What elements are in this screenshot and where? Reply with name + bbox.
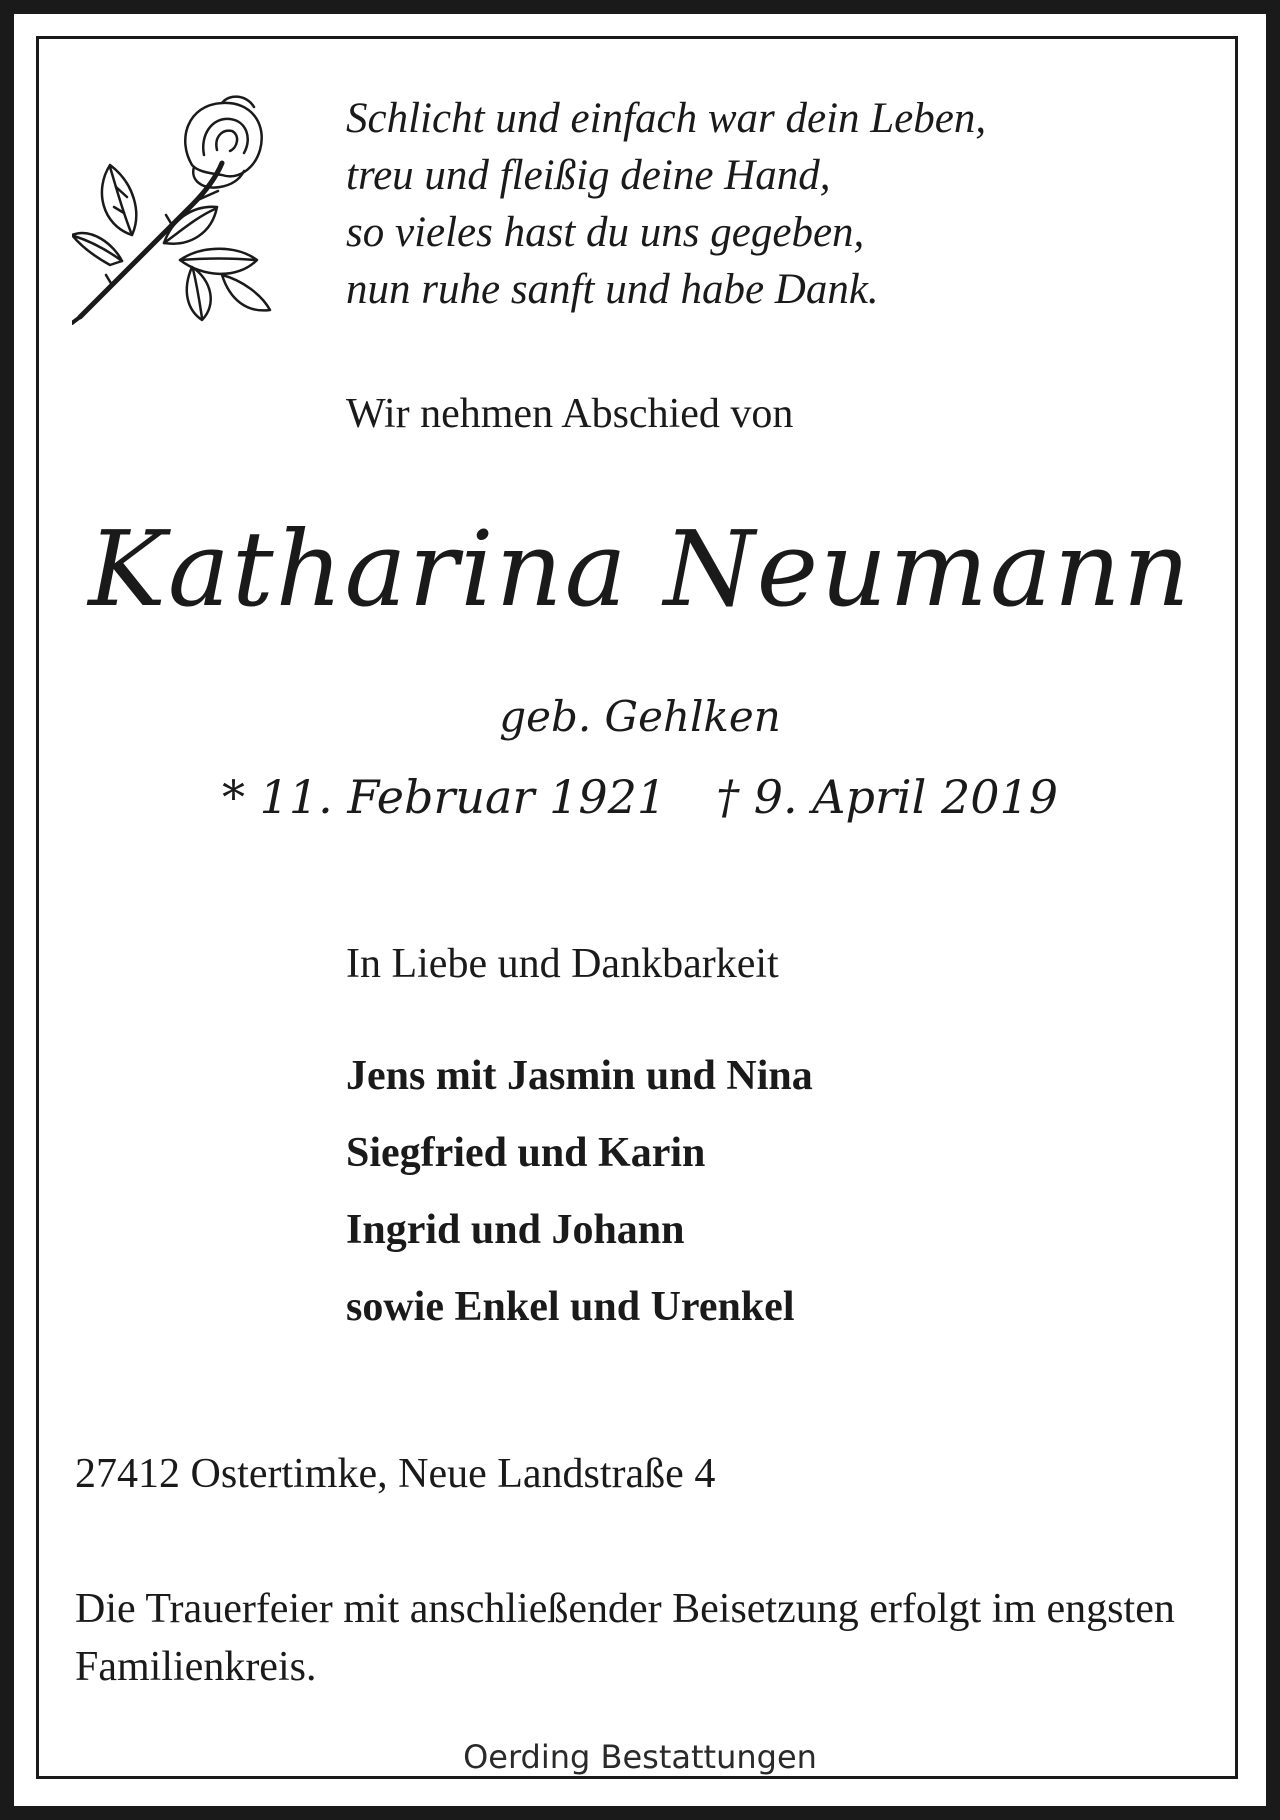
mourner-entry: Ingrid und Johann	[346, 1207, 685, 1253]
address: 27412 Ostertimke, Neue Landstraße 4	[75, 1451, 716, 1497]
birth-date: * 11. Februar 1921	[221, 770, 667, 824]
mourners-list	[346, 1038, 813, 1346]
funeral-notice: Die Trauerfeier mit anschließender Beisetzung erfolgt im engsten Familienkreis.	[75, 1586, 1175, 1690]
undertaker-name: Oerding Bestattungen	[463, 1738, 817, 1776]
mourner-entry: sowie Enkel und Urenkel	[346, 1284, 795, 1330]
poem-line: nun ruhe sanft und habe Dank.	[346, 266, 879, 313]
life-dates	[0, 770, 1280, 824]
poem-line: treu und fleißig deine Hand,	[346, 152, 831, 199]
farewell-intro: Wir nehmen Abschied von	[346, 391, 794, 437]
death-date: † 9. April 2019	[716, 770, 1059, 824]
poem-line: so vieles hast du uns gegeben,	[346, 209, 865, 256]
maiden-name: geb. Gehlken	[499, 692, 781, 741]
poem	[346, 90, 986, 318]
poem-line: Schlicht und einfach war dein Leben,	[346, 95, 987, 142]
mourner-entry: Siegfried und Karin	[346, 1130, 706, 1176]
mourner-entry: Jens mit Jasmin und Nina	[346, 1053, 813, 1099]
thanks-line: In Liebe und Dankbarkeit	[346, 941, 779, 987]
rose-icon	[72, 95, 277, 325]
deceased-name: Katharina Neumann	[88, 508, 1192, 630]
